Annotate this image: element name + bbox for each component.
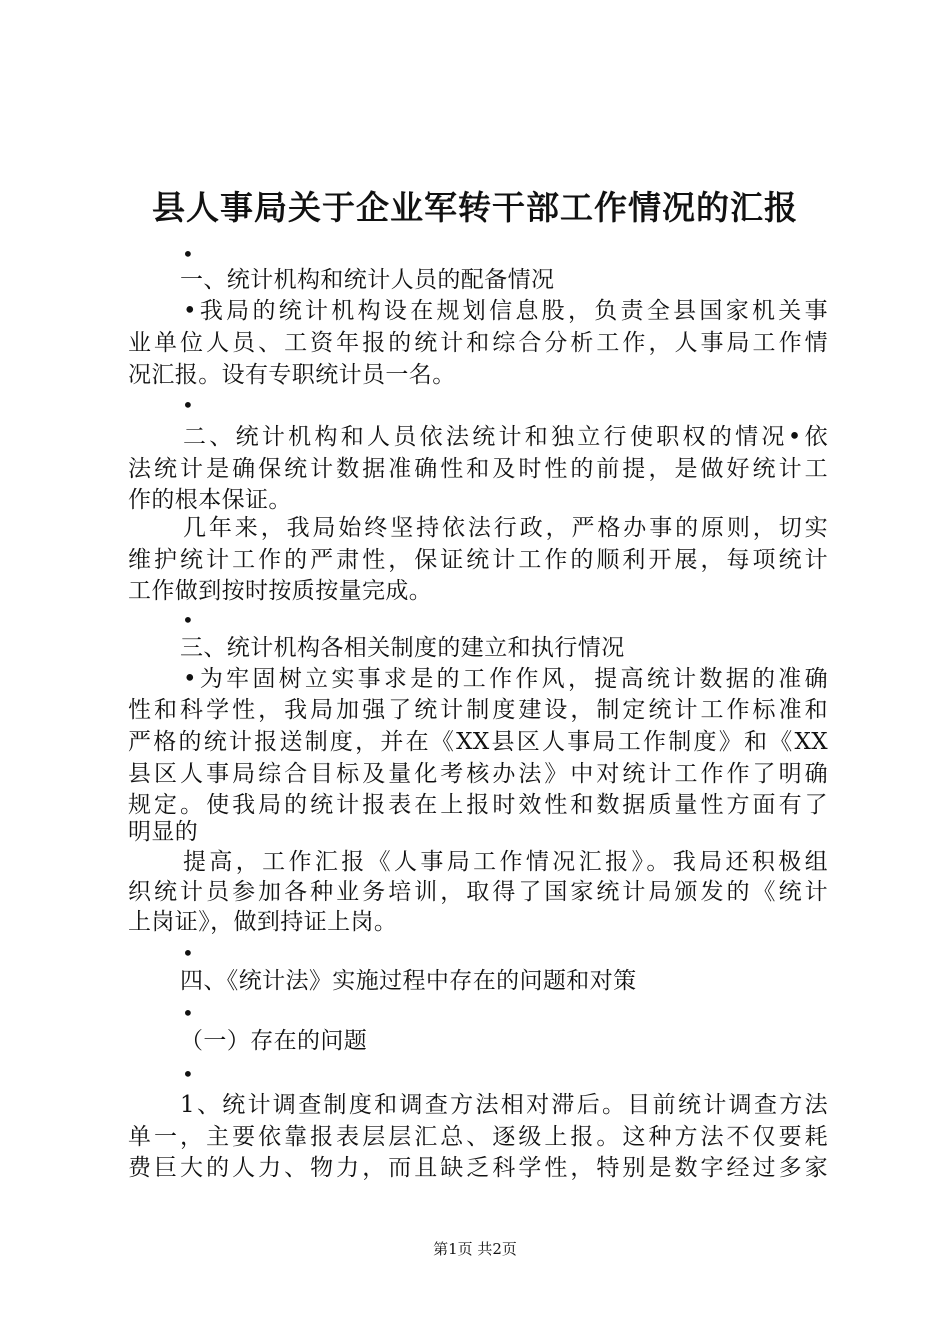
paragraph-line: •我局的统计机构设在规划信息股，负责全县国家机关事 (183, 298, 828, 324)
paragraph-line: 费巨大的人力、物力，而且缺乏科学性，特别是数字经过多家 (128, 1155, 828, 1181)
paragraph-line: 规定。使我局的统计报表在上报时效性和数据质量性方面有了 (128, 792, 828, 818)
section-heading-2: 二、统计机构和人员依法统计和独立行使职权的情况•依 (183, 424, 828, 450)
page-number-footer: 第1页 共2页 (433, 1240, 517, 1258)
bullet-marker: • (182, 393, 194, 417)
paragraph-line: 单一，主要依靠报表层层汇总、逐级上报。这种方法不仅要耗 (128, 1124, 828, 1150)
paragraph-line: 上岗证》，做到持证上岗。 (128, 909, 398, 935)
subsection-heading: （一）存在的问题 (180, 1028, 368, 1054)
section-heading-3: 三、统计机构各相关制度的建立和执行情况 (180, 635, 625, 661)
section-heading-4: 四、《统计法》实施过程中存在的问题和对策 (180, 968, 637, 994)
paragraph-line: 性和科学性，我局加强了统计制度建设，制定统计工作标准和 (128, 697, 828, 723)
paragraph-line: 作的根本保证。 (128, 487, 292, 513)
document-title: 县人事局关于企业军转干部工作情况的汇报 (152, 188, 798, 227)
paragraph-line: 业单位人员、工资年报的统计和综合分析工作，人事局工作情 (128, 330, 828, 356)
paragraph-line: 严格的统计报送制度，并在《XX县区人事局工作制度》和《XX (128, 729, 828, 755)
paragraph-line: 法统计是确保统计数据准确性和及时性的前提，是做好统计工 (128, 456, 828, 482)
paragraph-line: 况汇报。设有专职统计员一名。 (128, 362, 456, 388)
paragraph-line: 工作做到按时按质按量完成。 (128, 578, 433, 604)
paragraph-line: •为牢固树立实事求是的工作作风，提高统计数据的准确 (183, 666, 828, 692)
paragraph-line: 提高，工作汇报《人事局工作情况汇报》。我局还积极组 (183, 849, 828, 875)
bullet-marker: • (182, 941, 194, 965)
bullet-marker: • (182, 242, 194, 266)
paragraph-line: 几年来，我局始终坚持依法行政，严格办事的原则，切实 (183, 515, 828, 541)
paragraph-line: 织统计员参加各种业务培训，取得了国家统计局颁发的《统计 (128, 879, 828, 905)
paragraph-line: 维护统计工作的严肃性，保证统计工作的顺利开展，每项统计 (128, 547, 828, 573)
paragraph-line: 明显的 (128, 819, 199, 845)
bullet-marker: • (182, 1062, 194, 1086)
bullet-marker: • (182, 1001, 194, 1025)
paragraph-line: 县区人事局综合目标及量化考核办法》中对统计工作作了明确 (128, 761, 828, 787)
paragraph-line: 1、统计调查制度和调查方法相对滞后。目前统计调查方法 (180, 1092, 828, 1118)
bullet-marker: • (182, 608, 194, 632)
section-heading-1: 一、统计机构和统计人员的配备情况 (180, 267, 555, 293)
